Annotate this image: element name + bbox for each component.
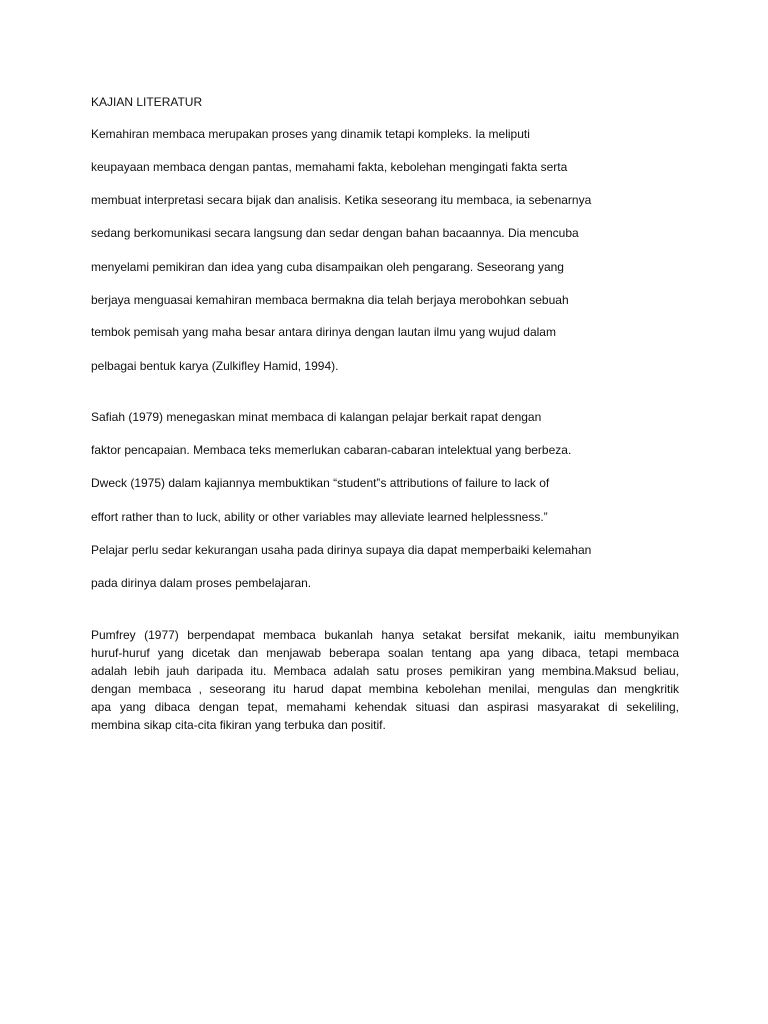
- paragraph-1-line: berjaya menguasai kemahiran membaca bermakna dia telah berjaya merobohkan sebuah: [91, 293, 569, 307]
- paragraph-2-line: Safiah (1979) menegaskan minat membaca di kalangan pelajar berkait rapat dengan: [91, 410, 542, 424]
- paragraph-1-line: membuat interpretasi secara bijak dan analisis. Ketika seseorang itu membaca, ia sebenarnya: [91, 193, 592, 207]
- paragraph-1-line: tembok pemisah yang maha besar antara dirinya dengan lautan ilmu yang wujud dalam: [91, 325, 556, 339]
- paragraph-1-line: menyelami pemikiran dan idea yang cuba disampaikan oleh pengarang. Seseorang yang: [91, 260, 564, 274]
- paragraph-3-line: dengan membaca , seseorang itu harud dapat membina kebolehan menilai, mengulas dan mengkritik: [91, 682, 679, 696]
- paragraph-3-line: adalah lebih jauh daripada itu. Membaca adalah satu proses pemikiran yang membina.Maksud beliau,: [91, 664, 679, 678]
- paragraph-1-line: Kemahiran membaca merupakan proses yang dinamik tetapi kompleks. Ia meliputi: [91, 127, 530, 141]
- paragraph-1-line: sedang berkomunikasi secara langsung dan sedar dengan bahan bacaannya. Dia mencuba: [91, 226, 579, 240]
- paragraph-2-line: Dweck (1975) dalam kajiannya membuktikan “student‟s attributions of failure to lack of: [91, 476, 550, 490]
- section-heading: KAJIAN LITERATUR: [91, 95, 203, 109]
- paragraph-2-line: effort rather than to luck, ability or other variables may alleviate learned helplessness.”: [91, 510, 548, 524]
- paragraph-2-line: pada dirinya dalam proses pembelajaran.: [91, 576, 312, 590]
- paragraph-3-line: huruf-huruf yang dicetak dan menjawab beberapa soalan tentang apa yang dibaca, tetapi membaca: [91, 646, 679, 660]
- paragraph-2-line: faktor pencapaian. Membaca teks memerlukan cabaran-cabaran intelektual yang berbeza.: [91, 443, 572, 457]
- paragraph-1-line: pelbagai bentuk karya (Zulkifley Hamid, 1994).: [91, 359, 339, 373]
- paragraph-2-line: Pelajar perlu sedar kekurangan usaha pada dirinya supaya dia dapat memperbaiki kelemahan: [91, 543, 592, 557]
- paragraph-1-line: keupayaan membaca dengan pantas, memahami fakta, kebolehan mengingati fakta serta: [91, 160, 568, 174]
- paragraph-3-line: Pumfrey (1977) berpendapat membaca bukanlah hanya setakat bersifat mekanik, iaitu membunyikan: [91, 628, 679, 642]
- paragraph-3-line: apa yang dibaca dengan tepat, memahami kehendak situasi dan aspirasi masyarakat di sekeliling,: [91, 700, 679, 714]
- paragraph-3: [91, 626, 679, 734]
- paragraph-3-line: membina sikap cita-cita fikiran yang terbuka dan positif.: [91, 718, 386, 732]
